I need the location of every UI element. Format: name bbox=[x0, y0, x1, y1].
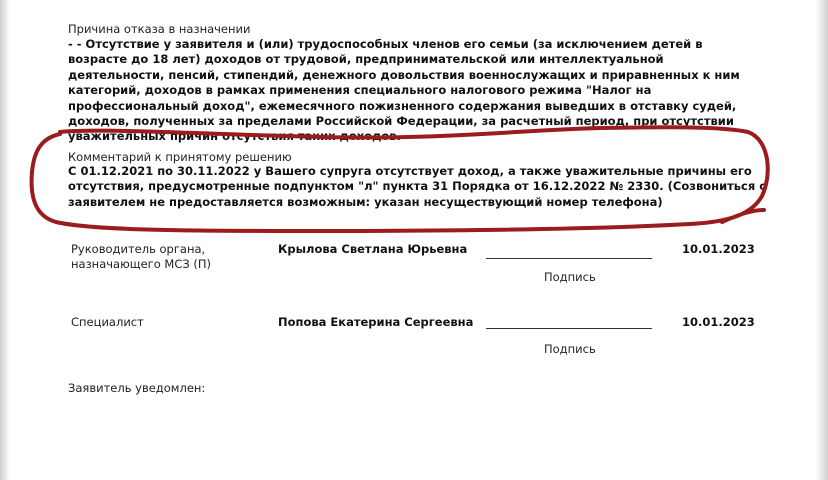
signer-role-line2: назначающего МСЗ (П) bbox=[71, 257, 212, 271]
applicant-notified-label: Заявитель уведомлен: bbox=[68, 381, 206, 395]
signature-date: 10.01.2023 bbox=[682, 242, 755, 256]
specialist-date: 10.01.2023 bbox=[682, 315, 755, 329]
comment-text: С 01.12.2021 по 30.11.2022 у Вашего супруга отсутствует доход, а также уважительные причины его отсутствия, предусмотренные подпунктом "л" пункта 31 Порядка от 16.12.2022 № 2330. (Созвониться с заявителем не предоставляется возможным: указан несуществующий номер телефона) bbox=[68, 164, 767, 209]
signature-label: Подпись bbox=[544, 270, 596, 284]
signer-name: Крылова Светлана Юрьевна bbox=[278, 242, 468, 256]
comment-label: Комментарий к принятому решению bbox=[68, 150, 292, 164]
signer-role-line1: Руководитель органа, bbox=[71, 242, 206, 256]
refusal-text: - - Отсутствие у заявителя и (или) трудоспособных членов его семьи (за исключением детей в возрасте до 18 лет) доходов от трудовой, предпринимательской или интеллектуальной деятельности, пенсий, стипендий, денежного довольствия военнослужащих и приравненных к ним категорий, доходов в рамках применения специального налогового режима "Налог на профессиональный доход", ежемесячного пожизненного содержания выведших в отставку судей, доходов, полученных за пределами Российской Федерации, за расчетный период, при отсутствии уважительных причин отсутствия таких доходов. bbox=[68, 37, 740, 144]
specialist-role: Специалист bbox=[71, 315, 144, 329]
specialist-name: Попова Екатерина Сергеевна bbox=[278, 315, 474, 329]
specialist-signature-label: Подпись bbox=[544, 342, 596, 356]
refusal-label: Причина отказа в назначении bbox=[68, 22, 251, 36]
